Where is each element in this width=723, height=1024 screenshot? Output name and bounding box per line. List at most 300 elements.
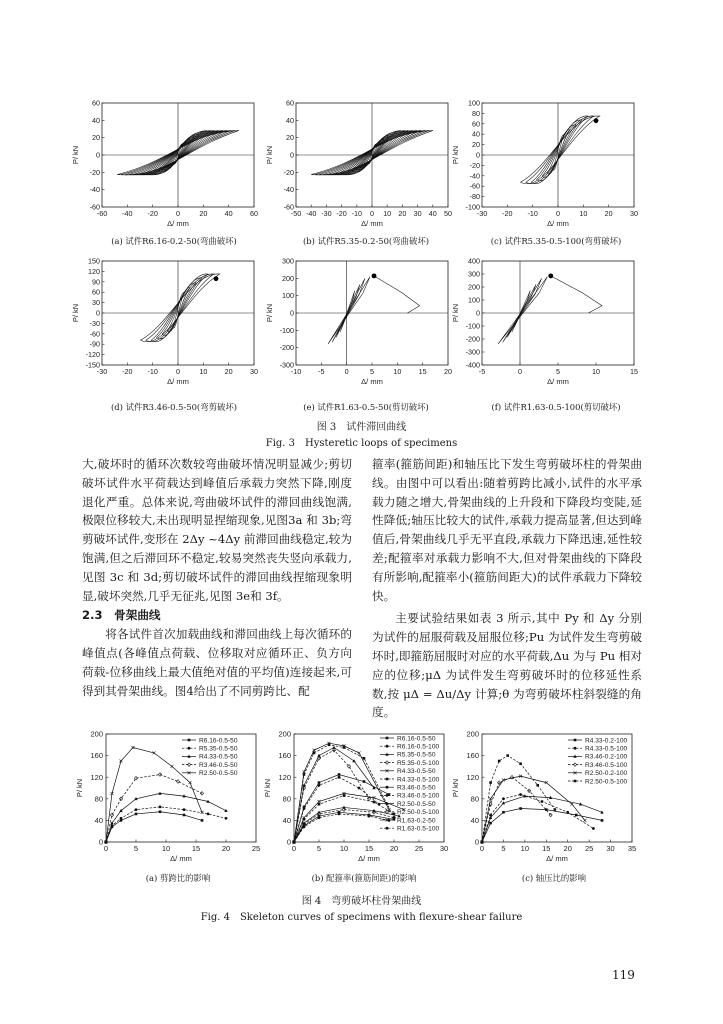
y-tick-label: 120 [90, 772, 103, 782]
data-point [159, 810, 162, 813]
y-tick-label: 20 [286, 133, 294, 143]
y-tick-label: 90 [92, 277, 100, 287]
y-tick-label: 0 [290, 308, 294, 318]
y-axis-label: P/ kN [451, 303, 460, 323]
x-tick-label: 30 [250, 367, 258, 376]
x-axis-label: Δ/ mm [170, 854, 192, 863]
x-tick-label: 30 [606, 844, 615, 853]
data-point [519, 807, 522, 810]
data-point [502, 797, 505, 800]
y-tick-label: -60 [89, 329, 100, 339]
y-tick-label: -200 [279, 343, 294, 353]
right-column [372, 455, 642, 722]
legend-label: R3.46-0.5-100 [397, 792, 440, 800]
y-tick-label: -100 [279, 325, 294, 335]
y-tick-label: 160 [278, 751, 291, 761]
y-tick-label: 40 [472, 129, 480, 139]
y-tick-label: 40 [94, 816, 103, 825]
data-point [318, 816, 321, 819]
x-tick-label: -5 [478, 367, 486, 376]
x-tick-label: -60 [96, 209, 108, 218]
y-tick-label: -40 [89, 185, 100, 195]
y-tick-label: -40 [283, 185, 294, 195]
x-tick-label: 60 [250, 209, 258, 218]
legend-label: R1.63-0.5-100 [397, 825, 440, 833]
y-tick-label: 300 [282, 256, 294, 266]
y-tick-label: 200 [90, 729, 103, 739]
hysteresis-panel-f [451, 256, 642, 386]
data-point [338, 813, 341, 816]
series-line [106, 812, 202, 842]
y-tick-label: -40 [469, 171, 480, 181]
right-paragraph-2: 主要试验结果如表 3 所示,其中 Py 和 Δy 分别为试件的屈服荷载及屈服位移;Pu 为试件发生弯剪破坏时,即箍筋屈服时对应的水平荷载,Δu 为与 Pu 相对应的位移;μΔ 为试件发生弯剪破坏时的位移延性系数,按 μΔ = Δu/Δy 计算;θ 为弯剪破坏柱斜裂缝的角度。 [372, 611, 642, 720]
series-line [106, 807, 226, 842]
descending-branch [374, 276, 420, 313]
series-line [294, 812, 394, 842]
data-point [393, 813, 396, 816]
y-tick-label: 160 [90, 751, 103, 761]
legend-label: R3.46-0.5-50 [199, 761, 238, 769]
y-tick-label: 0 [290, 150, 294, 160]
legend-label: R2.50-0.5-50 [397, 800, 436, 808]
skeleton-chart-a [75, 728, 267, 868]
x-tick-label: 25 [414, 844, 424, 853]
data-point [363, 757, 366, 760]
x-tick-label: 0 [370, 209, 374, 218]
y-tick-label: 40 [470, 816, 479, 825]
series-line [106, 775, 202, 843]
data-point [343, 746, 346, 749]
y-tick-label: 200 [466, 729, 479, 739]
x-tick-label: 30 [630, 209, 638, 218]
hysteresis-loops [140, 274, 219, 342]
y-tick-label: -60 [89, 202, 100, 212]
y-axis-label: P/ kN [71, 303, 80, 323]
data-point [489, 822, 492, 825]
hysteresis-loop [547, 130, 570, 174]
data-point [574, 780, 577, 783]
figure-4-title-cn: 图 4 弯剪破坏柱骨架曲线 [301, 896, 422, 907]
y-tick-label: -100 [465, 321, 480, 331]
data-point [373, 801, 376, 804]
data-point [583, 819, 586, 822]
panel-b-caption: (b) 试件R5.35-0.2-50(弯曲破坏) [303, 236, 429, 246]
data-point [343, 794, 346, 797]
data-point [293, 841, 296, 844]
y-tick-label: 120 [278, 772, 291, 782]
x-tick-label: -20 [502, 209, 513, 218]
data-point [158, 792, 161, 795]
data-point [541, 800, 544, 803]
hysteresis-loop [542, 125, 576, 178]
hysteresis-loop [332, 278, 365, 342]
x-tick-label: 0 [518, 367, 522, 376]
y-axis-label: P/ kN [451, 145, 460, 165]
x-axis-label: Δ/ mm [547, 219, 569, 228]
y-tick-label: -120 [85, 350, 100, 360]
series-line [294, 748, 374, 843]
y-tick-label: 150 [88, 256, 100, 266]
hysteresis-loop [162, 283, 196, 336]
hysteresis-loop [503, 278, 542, 342]
x-tick-label: -10 [290, 367, 302, 376]
y-tick-label: 100 [468, 98, 480, 108]
y-tick-label: 0 [286, 837, 291, 847]
series-line [294, 796, 394, 842]
right-paragraph-1: 箍率(箍筋间距)和轴压比下发生弯剪破坏柱的骨架曲线。由图中可以看出:随着剪跨比减小,试件的水平承载力随之增大,骨架曲线的上升段和下降段均变陡,延性降低;轴压比较大的试件,承载力提高显著,但达到峰值后,骨架曲线几乎无平直段,承载力下降迅速,延性较差;配箍率对承载力影响不大,但对骨架曲线的下降段有所影响,配箍率小(箍筋间距大)的试件承载力下降较快。 [372, 457, 642, 603]
series-line [482, 809, 602, 842]
legend-label: R4.33-0.5-100 [585, 745, 628, 753]
data-point [363, 780, 366, 783]
data-point [358, 751, 361, 754]
y-tick-label: 80 [282, 794, 291, 804]
x-tick-label: -20 [336, 209, 347, 218]
x-axis-label: Δ/ mm [167, 219, 189, 228]
y-tick-label: 60 [92, 98, 100, 108]
data-point [135, 813, 138, 816]
hysteresis-loop [167, 288, 190, 332]
data-point [592, 827, 595, 830]
hysteresis-loop [512, 291, 530, 333]
y-tick-label: 300 [468, 269, 480, 279]
data-point [575, 814, 578, 817]
descending-branch [551, 276, 602, 313]
legend-label: R6.16-0.5-100 [397, 743, 440, 751]
figure-3-title-en: Fig. 3 Hysteretic loops of specimens [265, 438, 458, 449]
x-axis-label: Δ/ mm [167, 377, 189, 386]
data-point [519, 793, 522, 796]
x-tick-label: -10 [527, 209, 538, 218]
data-point [386, 794, 389, 797]
y-tick-label: -80 [469, 192, 480, 202]
x-tick-label: 30 [413, 209, 422, 218]
data-point [207, 813, 210, 816]
panel-d-caption: (d) 试件R3.46-0.5-50(弯剪破坏) [111, 402, 237, 412]
hysteresis-loop [498, 277, 547, 344]
x-tick-label: 0 [176, 209, 180, 218]
x-tick-label: 0 [344, 367, 349, 376]
legend-label: R3.46-0.5-50 [397, 784, 436, 792]
y-tick-label: 60 [472, 119, 480, 129]
x-tick-label: 40 [428, 209, 437, 218]
x-tick-label: 0 [556, 209, 560, 218]
data-point [358, 787, 361, 790]
y-tick-label: -20 [283, 167, 294, 177]
hysteresis-loop [520, 116, 599, 184]
hysteresis-loop [340, 291, 355, 333]
x-tick-label: 10 [592, 367, 600, 376]
x-tick-label: 20 [563, 844, 572, 853]
y-tick-label: 400 [468, 256, 480, 266]
y-tick-label: 60 [286, 98, 294, 108]
x-tick-label: 15 [191, 844, 201, 853]
data-point [386, 827, 389, 830]
data-point [183, 814, 186, 817]
y-tick-label: 200 [278, 729, 291, 739]
hysteresis-panel-e [265, 256, 456, 386]
y-axis-label: P/ kN [265, 145, 274, 165]
x-tick-label: -50 [290, 209, 302, 218]
data-point [200, 792, 203, 796]
x-tick-label: -30 [96, 367, 108, 376]
data-point [120, 817, 123, 820]
x-tick-label: 20 [221, 844, 231, 853]
y-tick-label: 120 [466, 772, 479, 782]
data-point [318, 784, 321, 787]
data-point [554, 808, 557, 811]
x-tick-label: -40 [306, 209, 317, 218]
data-point [386, 786, 389, 789]
legend-label: R1.63-0.2-50 [397, 817, 436, 825]
x-tick-label: 5 [501, 844, 506, 853]
data-point [489, 781, 492, 784]
x-tick-label: 20 [398, 209, 407, 218]
x-tick-label: 10 [579, 209, 588, 218]
y-tick-label: 200 [282, 273, 294, 283]
x-axis-label: Δ/ mm [547, 377, 569, 386]
legend-label: R5.35-0.5-50 [199, 745, 238, 753]
hysteresis-loop [157, 278, 202, 339]
y-tick-label: 160 [466, 751, 479, 761]
x-axis-label: Δ/ mm [361, 377, 383, 386]
y-axis-label: P/ kN [451, 778, 460, 798]
data-point [566, 811, 569, 814]
x-tick-label: 20 [389, 844, 399, 853]
panel-f-caption: (f) 试件R1.63-0.5-100(剪切破坏) [491, 402, 621, 412]
y-tick-label: 20 [92, 133, 100, 143]
hysteresis-loop [537, 120, 582, 181]
series-line [294, 814, 389, 842]
x-tick-label: 10 [199, 367, 208, 376]
y-tick-label: 0 [96, 308, 100, 318]
panel-c-caption: (c) 试件R5.35-0.5-100(弯剪破坏) [490, 236, 622, 246]
data-point [386, 737, 389, 740]
data-point [536, 784, 539, 787]
y-tick-label: 40 [92, 115, 100, 125]
y-tick-label: 0 [474, 837, 479, 847]
y-tick-label: 0 [476, 308, 480, 318]
y-tick-label: 100 [282, 291, 294, 301]
x-axis-label: Δ/ mm [361, 219, 383, 228]
hysteresis-loop [140, 274, 219, 342]
legend-label: R2.50-0.5-100 [585, 778, 628, 786]
x-tick-label: -20 [147, 209, 158, 218]
x-tick-label: 20 [199, 209, 208, 218]
x-tick-label: 10 [339, 844, 349, 853]
x-tick-label: -30 [321, 209, 332, 218]
page-number: 119 [612, 968, 635, 982]
data-point [303, 773, 306, 776]
y-tick-label: 80 [472, 108, 480, 118]
hysteresis-loops [520, 116, 599, 184]
y-tick-label: 80 [470, 794, 479, 804]
data-point [188, 747, 191, 750]
data-point [183, 808, 186, 811]
data-point [386, 745, 389, 748]
hysteresis-panel-a [71, 98, 262, 228]
left-paragraph-1: 大,破坏时的循环次数较弯曲破坏情况明显减少;剪切破坏试件水平荷载达到峰值后承载力突然下降,刚度退化严重。总体来说,弯曲破坏试件的滞回曲线饱满,极限位移较大,未出现明显捏缩现象,见图3a 和 3b;弯剪破坏试件,变形在 2Δy ~4Δy 前滞回曲线稳定,较为饱满,但之后滞回环不稳定,较易突然丧失竖向承载力,见图 3c 和 3d;剪切破坏试件的滞回曲线捏缩现象明显,破坏突然,几乎无征兆,见图 3e和 3f。 [82, 457, 352, 603]
x-tick-label: 35 [627, 844, 637, 853]
x-tick-label: 15 [542, 844, 551, 853]
x-tick-label: 25 [251, 844, 261, 853]
x-tick-label: 15 [418, 367, 427, 376]
hysteresis-loop [328, 277, 370, 344]
data-point [313, 752, 316, 755]
y-tick-label: -100 [465, 202, 480, 212]
legend-label: R5.35-0.5-100 [397, 759, 440, 767]
data-point [342, 806, 345, 809]
left-paragraph-2: 将各试件首次加载曲线和滞回曲线上每次循环的峰值点(各峰值点荷载、位移取对应循环正、负方向荷载-位移曲线上最大值绝对值的平均值)连接起来,可得到其骨架曲线。图4给出了不同剪跨比、配 [82, 627, 352, 698]
failure-marker [214, 276, 219, 281]
x-tick-label: 10 [393, 367, 402, 376]
x-tick-label: 20 [224, 367, 233, 376]
x-tick-label: 5 [370, 367, 374, 376]
x-tick-label: 20 [444, 367, 452, 376]
y-tick-label: 40 [282, 816, 291, 825]
x-tick-label: 30 [439, 844, 449, 853]
data-point [328, 744, 331, 747]
data-point [506, 754, 509, 757]
y-tick-label: -90 [89, 339, 100, 349]
y-tick-label: -60 [283, 202, 294, 212]
y-tick-label: -150 [85, 360, 100, 370]
y-tick-label: -400 [465, 360, 480, 370]
x-tick-label: -10 [147, 367, 158, 376]
x-tick-label: 50 [444, 209, 452, 218]
x-tick-label: 0 [479, 844, 485, 853]
series-line [294, 750, 369, 842]
data-point [189, 781, 192, 784]
data-point [176, 780, 179, 784]
legend-label: R2.50-0.5-50 [199, 770, 238, 778]
data-point [225, 817, 228, 820]
x-axis-label: Δ/ mm [358, 854, 380, 863]
hysteresis-loops [498, 276, 602, 344]
data-point [318, 781, 321, 784]
y-tick-label: -60 [469, 181, 480, 191]
x-tick-label: -20 [122, 367, 133, 376]
y-tick-label: -20 [469, 160, 480, 170]
data-point [338, 776, 341, 779]
legend-label: R5.35-0.5-50 [397, 751, 436, 759]
data-point [313, 749, 316, 752]
x-tick-label: 0 [103, 844, 109, 853]
x-tick-label: 10 [520, 844, 530, 853]
y-tick-label: 100 [468, 295, 480, 305]
failure-marker [548, 273, 553, 278]
y-tick-label: 200 [468, 282, 480, 292]
data-point [135, 808, 138, 811]
y-tick-label: -200 [465, 334, 480, 344]
x-tick-label: 10 [161, 844, 171, 853]
y-tick-label: 20 [472, 140, 480, 150]
x-tick-label: 5 [556, 367, 560, 376]
y-tick-label: -30 [89, 318, 100, 328]
y-axis-label: P/ kN [71, 145, 80, 165]
data-point [519, 762, 522, 765]
x-tick-label: 5 [133, 844, 139, 853]
y-tick-label: 0 [96, 150, 100, 160]
x-tick-label: 15 [364, 844, 374, 853]
x-tick-label: 10 [383, 209, 392, 218]
legend-label: R4.33-0.5-50 [199, 753, 238, 761]
hysteresis-panel-c [451, 98, 642, 228]
hysteresis-panel-b [265, 98, 456, 228]
legend-label: R6.16-0.5-50 [397, 735, 436, 743]
data-point [393, 816, 396, 819]
data-point [338, 773, 341, 776]
legend-label: R4.33-0.2-100 [585, 737, 628, 745]
series-line [482, 794, 593, 842]
section-heading: 2.3 骨架曲线 [82, 608, 161, 623]
x-tick-label: 40 [224, 209, 233, 218]
data-point [574, 739, 577, 742]
y-tick-label: 0 [476, 150, 480, 160]
y-tick-label: -300 [465, 347, 480, 357]
data-point [318, 803, 321, 806]
data-point [571, 803, 574, 806]
data-point [201, 811, 204, 814]
legend-label: R3.46-0.2-100 [585, 753, 628, 761]
data-point [481, 841, 484, 844]
x-tick-label: 5 [316, 844, 322, 853]
data-point [159, 806, 162, 809]
left-column [82, 455, 352, 700]
x-tick-label: -30 [476, 209, 488, 218]
hysteresis-panel-d [71, 256, 262, 386]
data-point [574, 747, 577, 750]
y-tick-label: -300 [279, 360, 294, 370]
chart-a-caption: (a) 剪跨比的影响 [145, 873, 211, 883]
y-tick-label: 40 [286, 115, 294, 125]
y-tick-label: -20 [89, 167, 100, 177]
legend-label: R4.33-0.5-100 [397, 776, 440, 784]
x-tick-label: 0 [291, 844, 297, 853]
x-tick-label: 15 [630, 367, 638, 376]
data-point [201, 819, 204, 822]
y-tick-label: 0 [98, 837, 103, 847]
x-tick-label: 20 [604, 209, 613, 218]
y-tick-label: 60 [92, 287, 100, 297]
legend-label: R6.16-0.5-50 [199, 737, 238, 745]
panel-e-caption: (e) 试件R1.63-0.5-50(剪切破坏) [303, 402, 429, 412]
legend-label: R2.50-0.2-100 [585, 770, 628, 778]
chart-c-caption: (c) 轴压比的影响 [521, 873, 587, 883]
hysteresis-loops [328, 276, 420, 344]
data-point [171, 765, 174, 768]
data-point [303, 807, 306, 810]
failure-marker [372, 273, 377, 278]
x-tick-label: -40 [122, 209, 133, 218]
y-tick-label: 80 [94, 794, 103, 804]
data-point [368, 815, 371, 818]
data-point [352, 759, 355, 762]
data-point [188, 739, 191, 742]
data-point [303, 818, 306, 821]
chart-b-caption: (b) 配箍率(箍筋间距)的影响 [311, 873, 417, 883]
x-tick-label: 25 [584, 844, 594, 853]
x-tick-label: 0 [176, 367, 180, 376]
data-point [378, 803, 381, 806]
data-point [158, 773, 161, 777]
legend-label: R4.33-0.5-50 [397, 768, 436, 776]
data-point [498, 760, 501, 763]
figure-4-title-en: Fig. 4 Skeleton curves of specimens with flexure-shear failure [200, 912, 523, 923]
y-axis-label: P/ kN [75, 778, 84, 798]
panel-a-caption: (a) 试件R6.16-0.2-50(弯曲破坏) [111, 236, 237, 246]
y-axis-label: P/ kN [263, 778, 272, 798]
skeleton-chart-b [263, 728, 455, 868]
